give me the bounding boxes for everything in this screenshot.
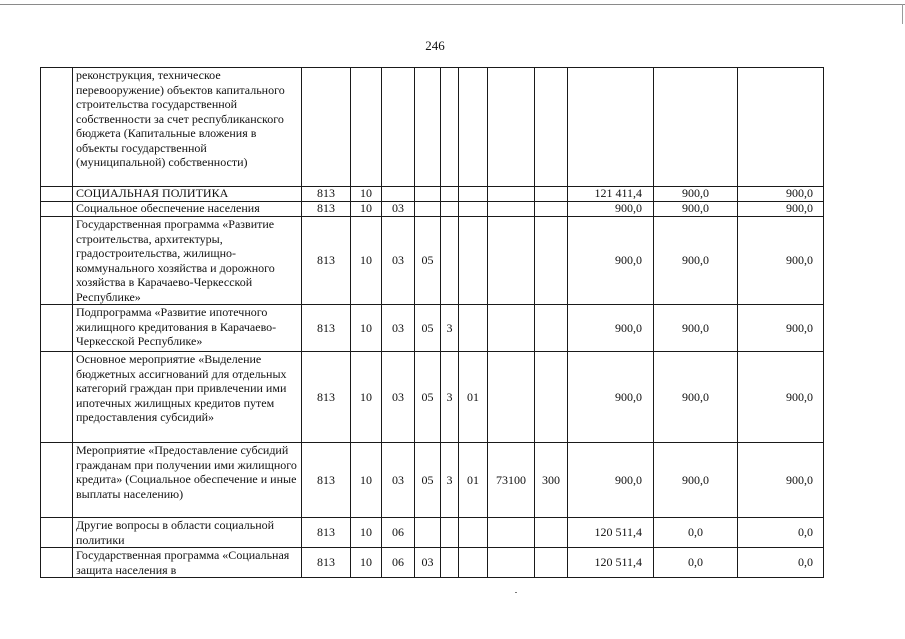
amount-year3-cell: 900,0 <box>738 202 824 217</box>
expense-type-cell <box>535 548 568 578</box>
subsection-code-cell: 03 <box>382 202 415 217</box>
expense-type-cell: 300 <box>535 443 568 518</box>
amount-year2-cell: 900,0 <box>654 187 738 202</box>
section-code-cell: 10 <box>351 202 382 217</box>
section-code-cell: 10 <box>351 518 382 548</box>
program-code-cell <box>415 202 441 217</box>
program-code-cell: 05 <box>415 217 441 305</box>
amount-year1-cell: 120 511,4 <box>568 548 654 578</box>
subprogram-code-cell <box>441 202 459 217</box>
table-row <box>41 217 824 305</box>
section-code-cell <box>351 68 382 187</box>
amount-year2-cell: 900,0 <box>654 305 738 352</box>
admin-code-cell <box>302 68 351 187</box>
scan-speck <box>515 592 517 593</box>
amount-year1-cell: 121 411,4 <box>568 187 654 202</box>
program-code-cell: 05 <box>415 443 441 518</box>
activity-code-cell: 01 <box>459 352 488 443</box>
row-name-cell: Государственная программа «Социальная защита населения в <box>73 548 302 578</box>
row-name-cell: Основное мероприятие «Выделение бюджетных ассигнований для отдельных категорий граждан при привлечении ими ипотечных жилищных кредитов путем предоставления субсидий» <box>73 352 302 443</box>
section-code-cell: 10 <box>351 187 382 202</box>
subsection-code-cell: 03 <box>382 217 415 305</box>
activity-code-cell <box>459 187 488 202</box>
activity-code-cell <box>459 305 488 352</box>
expense-type-cell <box>535 202 568 217</box>
direction-code-cell <box>488 548 535 578</box>
row-index-cell <box>41 443 73 518</box>
activity-code-cell <box>459 217 488 305</box>
program-code-cell <box>415 187 441 202</box>
expense-type-cell <box>535 352 568 443</box>
direction-code-cell <box>488 217 535 305</box>
subprogram-code-cell: 3 <box>441 352 459 443</box>
expense-type-cell <box>535 68 568 187</box>
direction-code-cell <box>488 352 535 443</box>
table-row <box>41 187 824 202</box>
row-name-cell: Подпрограмма «Развитие ипотечного жилищного кредитования в Карачаево-Черкесской Республике» <box>73 305 302 352</box>
admin-code-cell: 813 <box>302 518 351 548</box>
amount-year2-cell <box>654 68 738 187</box>
amount-year2-cell: 0,0 <box>654 518 738 548</box>
table-row <box>41 518 824 548</box>
amount-year3-cell <box>738 68 824 187</box>
budget-table <box>40 67 824 578</box>
admin-code-cell: 813 <box>302 305 351 352</box>
subsection-code-cell: 06 <box>382 548 415 578</box>
activity-code-cell <box>459 548 488 578</box>
table-row <box>41 305 824 352</box>
amount-year3-cell: 900,0 <box>738 352 824 443</box>
amount-year1-cell: 900,0 <box>568 217 654 305</box>
subsection-code-cell: 03 <box>382 443 415 518</box>
row-name-cell: Мероприятие «Предоставление субсидий гражданам при получении ими жилищного кредита» (Социальное обеспечение и иные выплаты населению) <box>73 443 302 518</box>
expense-type-cell <box>535 217 568 305</box>
table-row <box>41 443 824 518</box>
section-code-cell: 10 <box>351 443 382 518</box>
scan-edge-mark <box>902 4 903 24</box>
amount-year2-cell: 900,0 <box>654 352 738 443</box>
amount-year1-cell: 900,0 <box>568 443 654 518</box>
program-code-cell: 05 <box>415 305 441 352</box>
row-name-cell: Другие вопросы в области социальной политики <box>73 518 302 548</box>
row-name-cell: реконструкция, техническое перевооружение) объектов капитального строительства государственной собственности за счет республиканского бюджета (Капитальные вложения в объекты государственной (муниципальной) собственности) <box>73 68 302 187</box>
page-number: 246 <box>425 38 445 53</box>
subprogram-code-cell: 3 <box>441 305 459 352</box>
row-name-cell: СОЦИАЛЬНАЯ ПОЛИТИКА <box>73 187 302 202</box>
subsection-code-cell: 06 <box>382 518 415 548</box>
expense-type-cell <box>535 305 568 352</box>
subprogram-code-cell <box>441 518 459 548</box>
amount-year2-cell: 0,0 <box>654 548 738 578</box>
activity-code-cell <box>459 202 488 217</box>
subprogram-code-cell <box>441 187 459 202</box>
amount-year2-cell: 900,0 <box>654 202 738 217</box>
amount-year2-cell: 900,0 <box>654 443 738 518</box>
activity-code-cell <box>459 68 488 187</box>
amount-year1-cell: 900,0 <box>568 352 654 443</box>
table-row <box>41 202 824 217</box>
row-index-cell <box>41 518 73 548</box>
direction-code-cell <box>488 305 535 352</box>
row-index-cell <box>41 202 73 217</box>
direction-code-cell <box>488 68 535 187</box>
amount-year3-cell: 0,0 <box>738 548 824 578</box>
subsection-code-cell <box>382 187 415 202</box>
amount-year3-cell: 900,0 <box>738 443 824 518</box>
row-index-cell <box>41 548 73 578</box>
amount-year3-cell: 0,0 <box>738 518 824 548</box>
admin-code-cell: 813 <box>302 187 351 202</box>
row-index-cell <box>41 305 73 352</box>
program-code-cell: 03 <box>415 548 441 578</box>
section-code-cell: 10 <box>351 217 382 305</box>
table-row <box>41 548 824 578</box>
admin-code-cell: 813 <box>302 202 351 217</box>
amount-year1-cell: 900,0 <box>568 202 654 217</box>
direction-code-cell <box>488 187 535 202</box>
direction-code-cell <box>488 518 535 548</box>
subprogram-code-cell: 3 <box>441 443 459 518</box>
amount-year3-cell: 900,0 <box>738 305 824 352</box>
subsection-code-cell: 03 <box>382 352 415 443</box>
expense-type-cell <box>535 187 568 202</box>
row-index-cell <box>41 352 73 443</box>
admin-code-cell: 813 <box>302 352 351 443</box>
amount-year1-cell: 900,0 <box>568 305 654 352</box>
activity-code-cell: 01 <box>459 443 488 518</box>
amount-year3-cell: 900,0 <box>738 217 824 305</box>
subsection-code-cell <box>382 68 415 187</box>
scan-edge-line <box>0 4 905 5</box>
section-code-cell: 10 <box>351 548 382 578</box>
subprogram-code-cell <box>441 548 459 578</box>
admin-code-cell: 813 <box>302 443 351 518</box>
direction-code-cell <box>488 202 535 217</box>
table-row <box>41 68 824 187</box>
subprogram-code-cell <box>441 68 459 187</box>
row-index-cell <box>41 217 73 305</box>
expense-type-cell <box>535 518 568 548</box>
table-row <box>41 352 824 443</box>
admin-code-cell: 813 <box>302 217 351 305</box>
admin-code-cell: 813 <box>302 548 351 578</box>
program-code-cell <box>415 518 441 548</box>
program-code-cell: 05 <box>415 352 441 443</box>
amount-year2-cell: 900,0 <box>654 217 738 305</box>
direction-code-cell: 73100 <box>488 443 535 518</box>
amount-year3-cell: 900,0 <box>738 187 824 202</box>
program-code-cell <box>415 68 441 187</box>
row-name-cell: Государственная программа «Развитие строительства, архитектуры, градостроительства, жилищно-коммунального хозяйства и дорожного хозяйства в Карачаево-Черкесской Республике» <box>73 217 302 305</box>
activity-code-cell <box>459 518 488 548</box>
section-code-cell: 10 <box>351 352 382 443</box>
amount-year1-cell <box>568 68 654 187</box>
row-name-cell: Социальное обеспечение населения <box>73 202 302 217</box>
section-code-cell: 10 <box>351 305 382 352</box>
amount-year1-cell: 120 511,4 <box>568 518 654 548</box>
subprogram-code-cell <box>441 217 459 305</box>
row-index-cell <box>41 187 73 202</box>
row-index-cell <box>41 68 73 187</box>
subsection-code-cell: 03 <box>382 305 415 352</box>
